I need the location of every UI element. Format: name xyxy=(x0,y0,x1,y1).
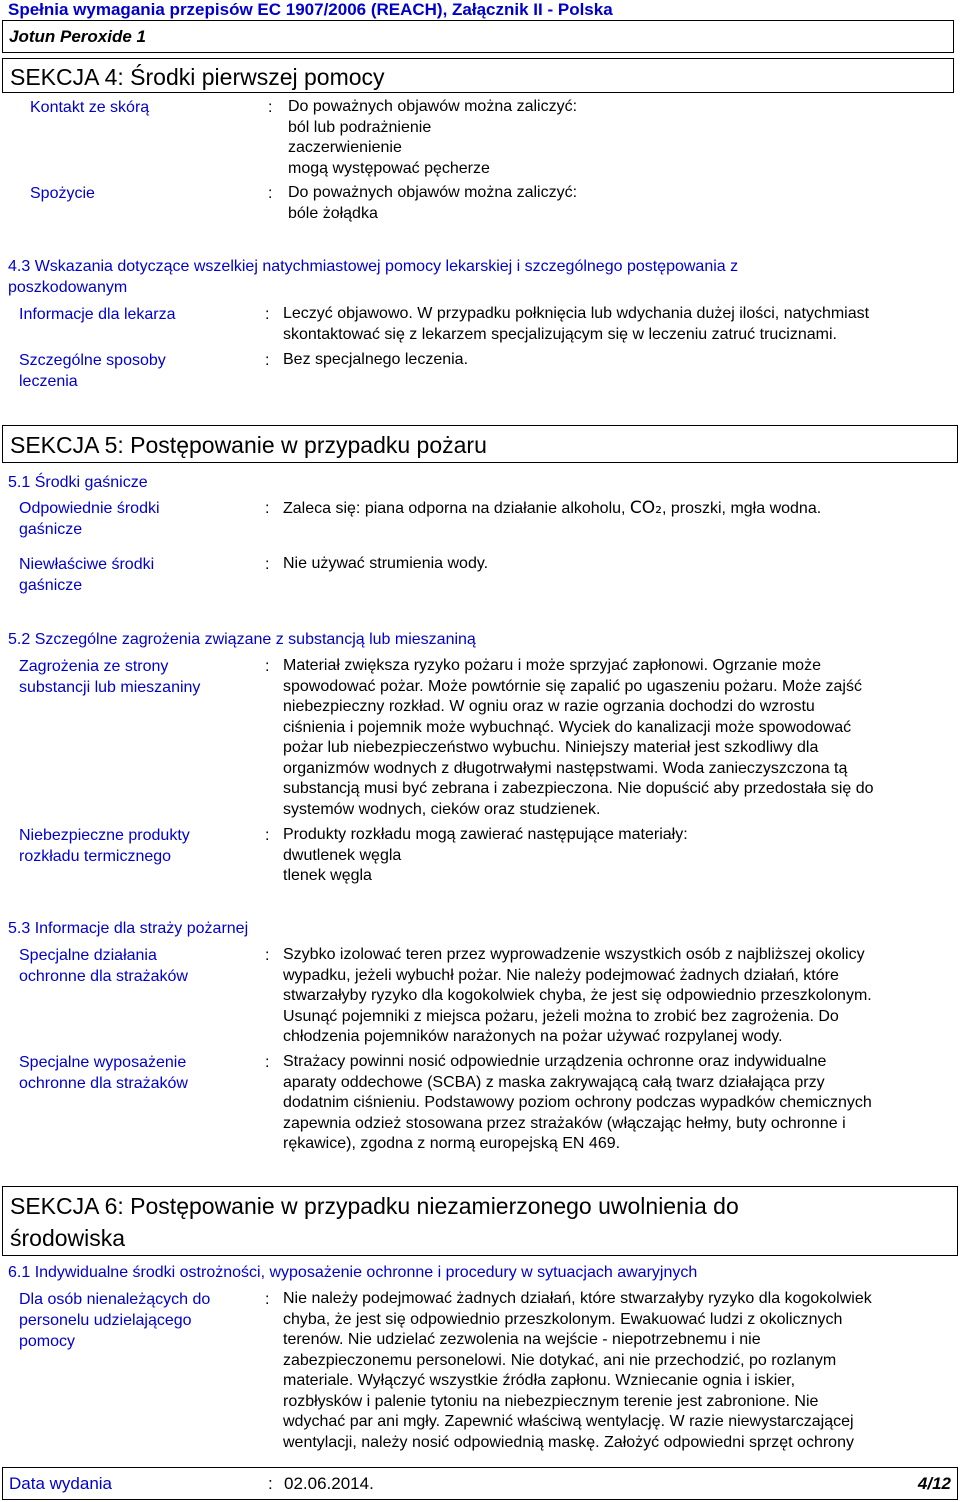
text-line: rozbłysków i palenie tytoniu na niebezpiecznym terenie jest zabronione. Nie xyxy=(283,1392,819,1410)
section-5-title: SEKCJA 5: Postępowanie w przypadku pożaru xyxy=(10,432,487,458)
text-line: pożar lub niebezpieczeństwo wybuchu. Niniejszy materiał jest szkodliwy dla xyxy=(283,739,819,756)
text-line: zaczerwienienie xyxy=(288,139,402,156)
colon: : xyxy=(265,947,270,964)
label-line: personelu udzielającego xyxy=(19,1312,192,1329)
section-6-title xyxy=(10,1190,739,1254)
label-line: Specjalne wyposażenie xyxy=(19,1054,187,1071)
text-line: zabezpieczonemu personelowi. Nie dotykać, ani nie przechodzić, po rozlanym xyxy=(283,1351,837,1369)
regulation-header: Spełnia wymagania przepisów EC 1907/2006 (REACH), Załącznik II - Polska xyxy=(8,0,613,19)
text-line: skontaktować się z lekarzem specjalizującym się w leczeniu zatruć truciznami. xyxy=(283,325,837,343)
colon: : xyxy=(265,306,270,323)
label-line: ochronne dla strażaków xyxy=(19,968,188,985)
page-number: 4/12 xyxy=(917,1474,951,1493)
subsection-5-2-title: 5.2 Szczególne zagrożenia związane z substancją lub mieszaniną xyxy=(8,631,476,648)
footer-box xyxy=(2,1467,958,1500)
doctor-info-text xyxy=(283,304,869,345)
colon: : xyxy=(265,658,270,675)
subsection-6-1-title: 6.1 Indywidualne środki ostrożności, wyposażenie ochronne i procedury w sytuacjach awaryjnych xyxy=(8,1264,698,1281)
non-emergency-text xyxy=(283,1289,872,1453)
label-line: leczenia xyxy=(19,373,78,390)
co2-formula: CO₂ xyxy=(629,498,662,518)
special-actions-text xyxy=(283,945,872,1048)
unsuitable-media-text: Nie używać strumienia wody. xyxy=(283,555,489,572)
section-6-header xyxy=(2,1186,958,1256)
text-line: Do poważnych objawów można zaliczyć: xyxy=(288,98,578,115)
text-line: wdychać par ani mgły. Zapewnić właściwą wentylację. W razie niewystarczającej xyxy=(283,1413,854,1430)
subsection-5-3-title: 5.3 Informacje dla straży pożarnej xyxy=(8,920,249,937)
title-line: SEKCJA 6: Postępowanie w przypadku niezamierzonego uwolnienia do xyxy=(10,1193,739,1219)
special-equipment-text xyxy=(283,1052,872,1155)
text-line: ból lub podrażnienie xyxy=(288,118,432,136)
skin-contact-text xyxy=(288,97,577,179)
text-line: substancją musi być zebrana i zabezpieczona. Nie dopuścić aby przedostała się do xyxy=(283,780,874,797)
section-4-title: SEKCJA 4: Środki pierwszej pomocy xyxy=(10,64,385,90)
text-line: rękawice), zgodna z normą europejską EN 469. xyxy=(283,1135,621,1152)
text-line: materiale. Wyłączyć wszystkie źródła zapłonu. Wzniecanie ognia i iskier, xyxy=(283,1372,796,1389)
label-line: Specjalne działania xyxy=(19,947,157,964)
label-line: Dla osób nienależących do xyxy=(19,1291,211,1308)
text-line: Usunąć pojemniki z miejsca pożaru, jeżeli można to zrobić bez zagrożenia. Do xyxy=(283,1007,839,1025)
colon: : xyxy=(268,99,273,116)
text-line: stwarzałyby ryzyko dla kogokolwiek chyba, że jest się odpowiednio przeszkolonym. xyxy=(283,987,872,1004)
colon: : xyxy=(265,827,270,844)
text-line: dodatnim ciśnieniu. Podstawowy poziom ochrony podczas wypadków chemicznych xyxy=(283,1094,872,1111)
section-5-header xyxy=(2,425,958,463)
suitable-media-label xyxy=(19,498,160,540)
doctor-info-label: Informacje dla lekarza xyxy=(19,306,176,323)
title-line: środowiska xyxy=(10,1225,126,1251)
special-treatment-text: Bez specjalnego leczenia. xyxy=(283,351,469,368)
colon: : xyxy=(265,1291,270,1308)
text-line: chyba, że jest się odpowiednio przeszkolonym. Ewakuować ludzi z okolicznych xyxy=(283,1310,843,1328)
colon: : xyxy=(268,185,273,202)
text-line: Do poważnych objawów można zaliczyć: xyxy=(288,184,578,201)
label-line: gaśnicze xyxy=(19,521,83,538)
suitable-media-text xyxy=(283,498,821,520)
label-line: substancji lub mieszaniny xyxy=(19,679,201,696)
colon: : xyxy=(265,352,270,369)
subsection-5-1-title: 5.1 Środki gaśnicze xyxy=(8,474,148,491)
text-line: Nie należy podejmować żadnych działań, które stwarzałyby ryzyko dla kogokolwiek xyxy=(283,1290,872,1307)
text-line: Leczyć objawowo. W przypadku połknięcia lub wdychania dużej ilości, natychmiast xyxy=(283,305,870,322)
text-line: mogą występować pęcherze xyxy=(288,159,490,177)
special-equipment-label xyxy=(19,1052,188,1094)
text-line: Szybko izolować teren przez wyprowadzenie wszystkich osób z najbliższej okolicy xyxy=(283,946,865,963)
text-line: organizmów wodnych z długotrwałymi następstwami. Woda zanieczyszczona tą xyxy=(283,759,848,777)
decomposition-text xyxy=(283,825,688,887)
special-actions-label xyxy=(19,945,188,987)
hazards-text xyxy=(283,656,874,820)
text-line: Materiał zwiększa ryzyko pożaru i może sprzyjać zapłonowi. Ogrzanie może xyxy=(283,657,821,674)
text-line: chłodzenia pojemników narażonych na pożar używać rozpylanej wody. xyxy=(283,1028,783,1045)
colon: : xyxy=(265,556,270,573)
hazards-label xyxy=(19,656,200,698)
label-line: pomocy xyxy=(19,1333,76,1350)
text-line: wypadku, jeżeli wybuchł pożar. Nie należy podejmować żadnych działań, które xyxy=(283,966,839,984)
label-line: Szczególne sposoby xyxy=(19,352,166,369)
text-line: dwutlenek węgla xyxy=(283,846,402,864)
text-line: spowodować pożar. Może powtórnie się zapalić po ugaszeniu pożaru. Może zajść xyxy=(283,677,862,695)
colon: : xyxy=(265,1054,270,1071)
ingestion-label: Spożycie xyxy=(30,185,95,202)
text-line: terenów. Nie udzielać zezwolenia na wejście - niepotrzebnemu i nie xyxy=(283,1331,761,1348)
issue-date: 02.06.2014. xyxy=(284,1474,374,1493)
product-name-box xyxy=(2,20,954,53)
subsection-4-3-title xyxy=(8,256,738,298)
text-line: Produkty rozkładu mogą zawierać następujące materiały: xyxy=(283,826,688,843)
text-line: ciśnienia i pojemnik może wybuchnąć. Wyciek do kanalizacji może spowodować xyxy=(283,718,852,736)
colon: : xyxy=(268,1474,273,1493)
label-line: rozkładu termicznego xyxy=(19,848,172,865)
label-line: Odpowiednie środki xyxy=(19,500,160,517)
text-line: zapewnia odzież stosowana przez strażaków (włączając hełmy, buty ochronne i xyxy=(283,1114,846,1132)
text-line: systemów wodnych, cieków oraz studzienek. xyxy=(283,800,601,818)
product-name: Jotun Peroxide 1 xyxy=(9,27,146,46)
issue-date-label: Data wydania xyxy=(9,1474,113,1493)
label-line: Zagrożenia ze strony xyxy=(19,658,169,675)
non-emergency-label xyxy=(19,1289,210,1352)
text-line: bóle żołądka xyxy=(288,204,378,222)
section-4-header xyxy=(2,58,954,93)
text-line: Strażacy powinni nosić odpowiednie urządzenia ochronne oraz indywidualne xyxy=(283,1053,827,1070)
label-line: ochronne dla strażaków xyxy=(19,1075,188,1092)
colon: : xyxy=(265,500,270,517)
label-line: Niebezpieczne produkty xyxy=(19,827,190,844)
text-line: niebezpieczny rozkład. W ogniu oraz w razie ogrzania dochodzi do wzrostu xyxy=(283,698,815,715)
ingestion-text xyxy=(288,183,577,224)
text-part: , proszki, mgła wodna. xyxy=(661,500,822,517)
title-line: poszkodowanym xyxy=(8,279,128,296)
skin-contact-label: Kontakt ze skórą xyxy=(30,99,150,116)
label-line: Niewłaściwe środki xyxy=(19,556,155,573)
unsuitable-media-label xyxy=(19,554,154,596)
label-line: gaśnicze xyxy=(19,577,83,594)
title-line: 4.3 Wskazania dotyczące wszelkiej natychmiastowej pomocy lekarskiej i szczególnego postępowania z xyxy=(8,258,739,275)
decomposition-label xyxy=(19,825,190,867)
text-part: Zaleca się: piana odporna na działanie alkoholu, xyxy=(283,500,630,517)
special-treatment-label xyxy=(19,350,166,392)
text-line: aparaty oddechowe (SCBA) z maska zakrywającą całą twarz działająca przy xyxy=(283,1073,825,1091)
text-line: tlenek węgla xyxy=(283,867,372,884)
text-line: wentylacji, należy nosić odpowiednią maskę. Założyć odpowiedni sprzęt ochrony xyxy=(283,1433,854,1451)
